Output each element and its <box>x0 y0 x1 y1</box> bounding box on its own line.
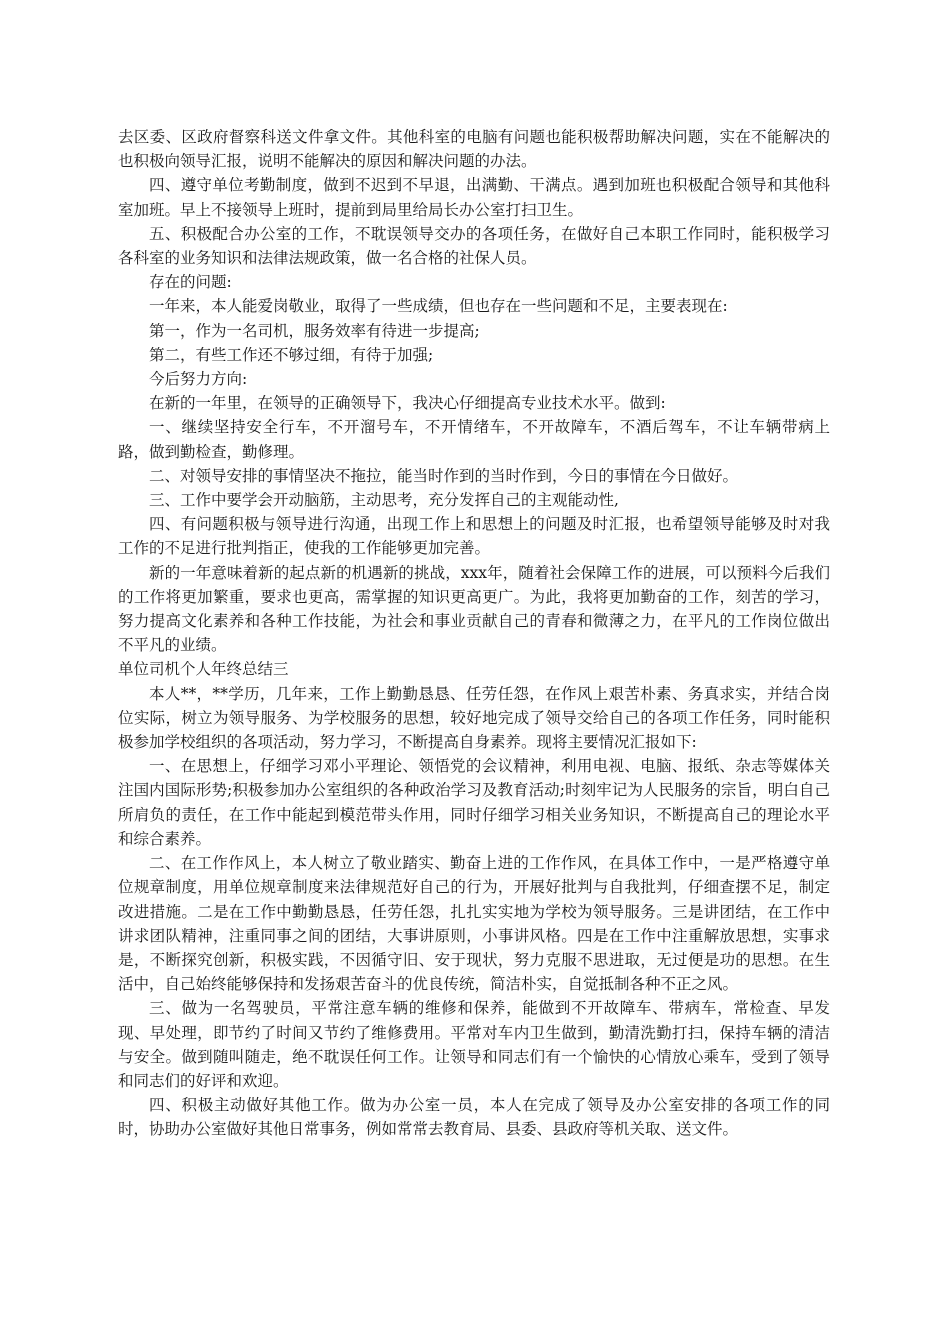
paragraph: 一、在思想上，仔细学习邓小平理论、领悟党的会议精神，利用电视、电脑、报纸、杂志等媒体关注国内国际形势;积极参加办公室组织的各种政治学习及教育活动;时刻牢记为人民服务的宗旨，明白自己所肩负的责任，在工作中能起到模范带头作用，同时仔细学习相关业务知识，不断提高自己的理论水平和综合素养。 <box>118 757 830 848</box>
paragraph: 三、工作中要学会开动脑筋，主动思考，充分发挥自己的主观能动性, <box>149 491 619 510</box>
paragraph: 第二，有些工作还不够过细，有待于加强; <box>149 345 434 364</box>
paragraph: 新的一年意味着新的起点新的机遇新的挑战，xxx年，随着社会保障工作的进展，可以预料今后我们的工作将更加繁重，要求也更高，需掌握的知识更高更广。为此，我将更加勤奋的工作，刻苦的学习，努力提高文化素养和各种工作技能，为社会和事业贡献自己的青春和微薄之力，在平凡的工作岗位做出不平凡的业绩。 <box>118 563 830 655</box>
paragraph: 三、做为一名驾驶员，平常注意车辆的维修和保养，能做到不开故障车、带病车，常检查、早发现、早处理，即节约了时间又节约了维修费用。平常对车内卫生做到，勤清洗勤打扫，保持车辆的清洁与安全。做到随叫随走，绝不耽误任何工作。让领导和同志们有一个愉快的心情放心乘车，受到了领导和同志们的好评和欢迎。 <box>118 999 830 1090</box>
section-title: 单位司机个人年终总结三 <box>118 660 289 679</box>
paragraph: 四、有问题积极与领导进行沟通，出现工作上和思想上的问题及时汇报，也希望领导能够及时对我工作的不足进行批判指正，使我的工作能够更加完善。 <box>118 515 830 558</box>
document-page <box>118 125 830 1142</box>
paragraph: 一年来，本人能爱岗敬业，取得了一些成绩，但也存在一些问题和不足，主要表现在: <box>149 297 728 316</box>
paragraph: 第一，作为一名司机，服务效率有待进一步提高; <box>149 321 480 340</box>
section-label: 存在的问题: <box>149 273 232 292</box>
paragraph: 去区委、区政府督察科送文件拿文件。其他科室的电脑有问题也能积极帮助解决问题，实在不能解决的也积极向领导汇报，说明不能解决的原因和解决问题的办法。 <box>118 128 830 171</box>
paragraph: 二、对领导安排的事情坚决不拖拉，能当时作到的当时作到，今日的事情在今日做好。 <box>149 466 739 485</box>
paragraph: 二、在工作作风上，本人树立了敬业踏实、勤奋上进的工作作风，在具体工作中，一是严格遵守单位规章制度，用单位规章制度来法律规范好自己的行为，开展好批判与自我批判，仔细查摆不足，制定改进措施。二是在工作中勤勤恳恳，任劳任怨，扎扎实实地为学校为领导服务。三是讲团结，在工作中讲求团队精神，注重同事之间的团结，大事讲原则，小事讲风格。四是在工作中注重解放思想，实事求是，不断探究创新，积极实践，不因循守旧、安于现状，努力克服不思进取，无过便是功的思想。在生活中，自己始终能够保持和发扬艰苦奋斗的优良传统，简洁朴实，自觉抵制各种不正之风。 <box>118 854 830 994</box>
section-label: 今后努力方向: <box>149 370 248 389</box>
paragraph: 五、积极配合办公室的工作，不耽误领导交办的各项任务，在做好自己本职工作同时，能积极学习各科室的业务知识和法律法规政策，做一名合格的社保人员。 <box>118 224 830 268</box>
paragraph: 在新的一年里，在领导的正确领导下，我决心仔细提高专业技术水平。做到: <box>149 394 666 413</box>
paragraph: 四、遵守单位考勤制度，做到不迟到不早退，出满勤、干满点。遇到加班也积极配合领导和其他科室加班。早上不接领导上班时，提前到局里给局长办公室打扫卫生。 <box>118 176 830 219</box>
paragraph: 四、积极主动做好其他工作。做为办公室一员，本人在完成了领导及办公室安排的各项工作的同时，协助办公室做好其他日常事务，例如常常去教育局、县委、县政府等机关取、送文件。 <box>118 1096 830 1139</box>
paragraph: 本人**，**学历，几年来，工作上勤勤恳恳、任劳任怨，在作风上艰苦朴素、务真求实，并结合岗位实际，树立为领导服务、为学校服务的思想，较好地完成了领导交给自己的各项工作任务，同时能积极参加学校组织的各项活动，努力学习，不断提高自身素养。现将主要情况汇报如下: <box>118 684 830 752</box>
paragraph: 一、继续坚持安全行车，不开溜号车，不开情绪车，不开故障车，不酒后驾车，不让车辆带病上路，做到勤检查，勤修理。 <box>118 418 830 461</box>
